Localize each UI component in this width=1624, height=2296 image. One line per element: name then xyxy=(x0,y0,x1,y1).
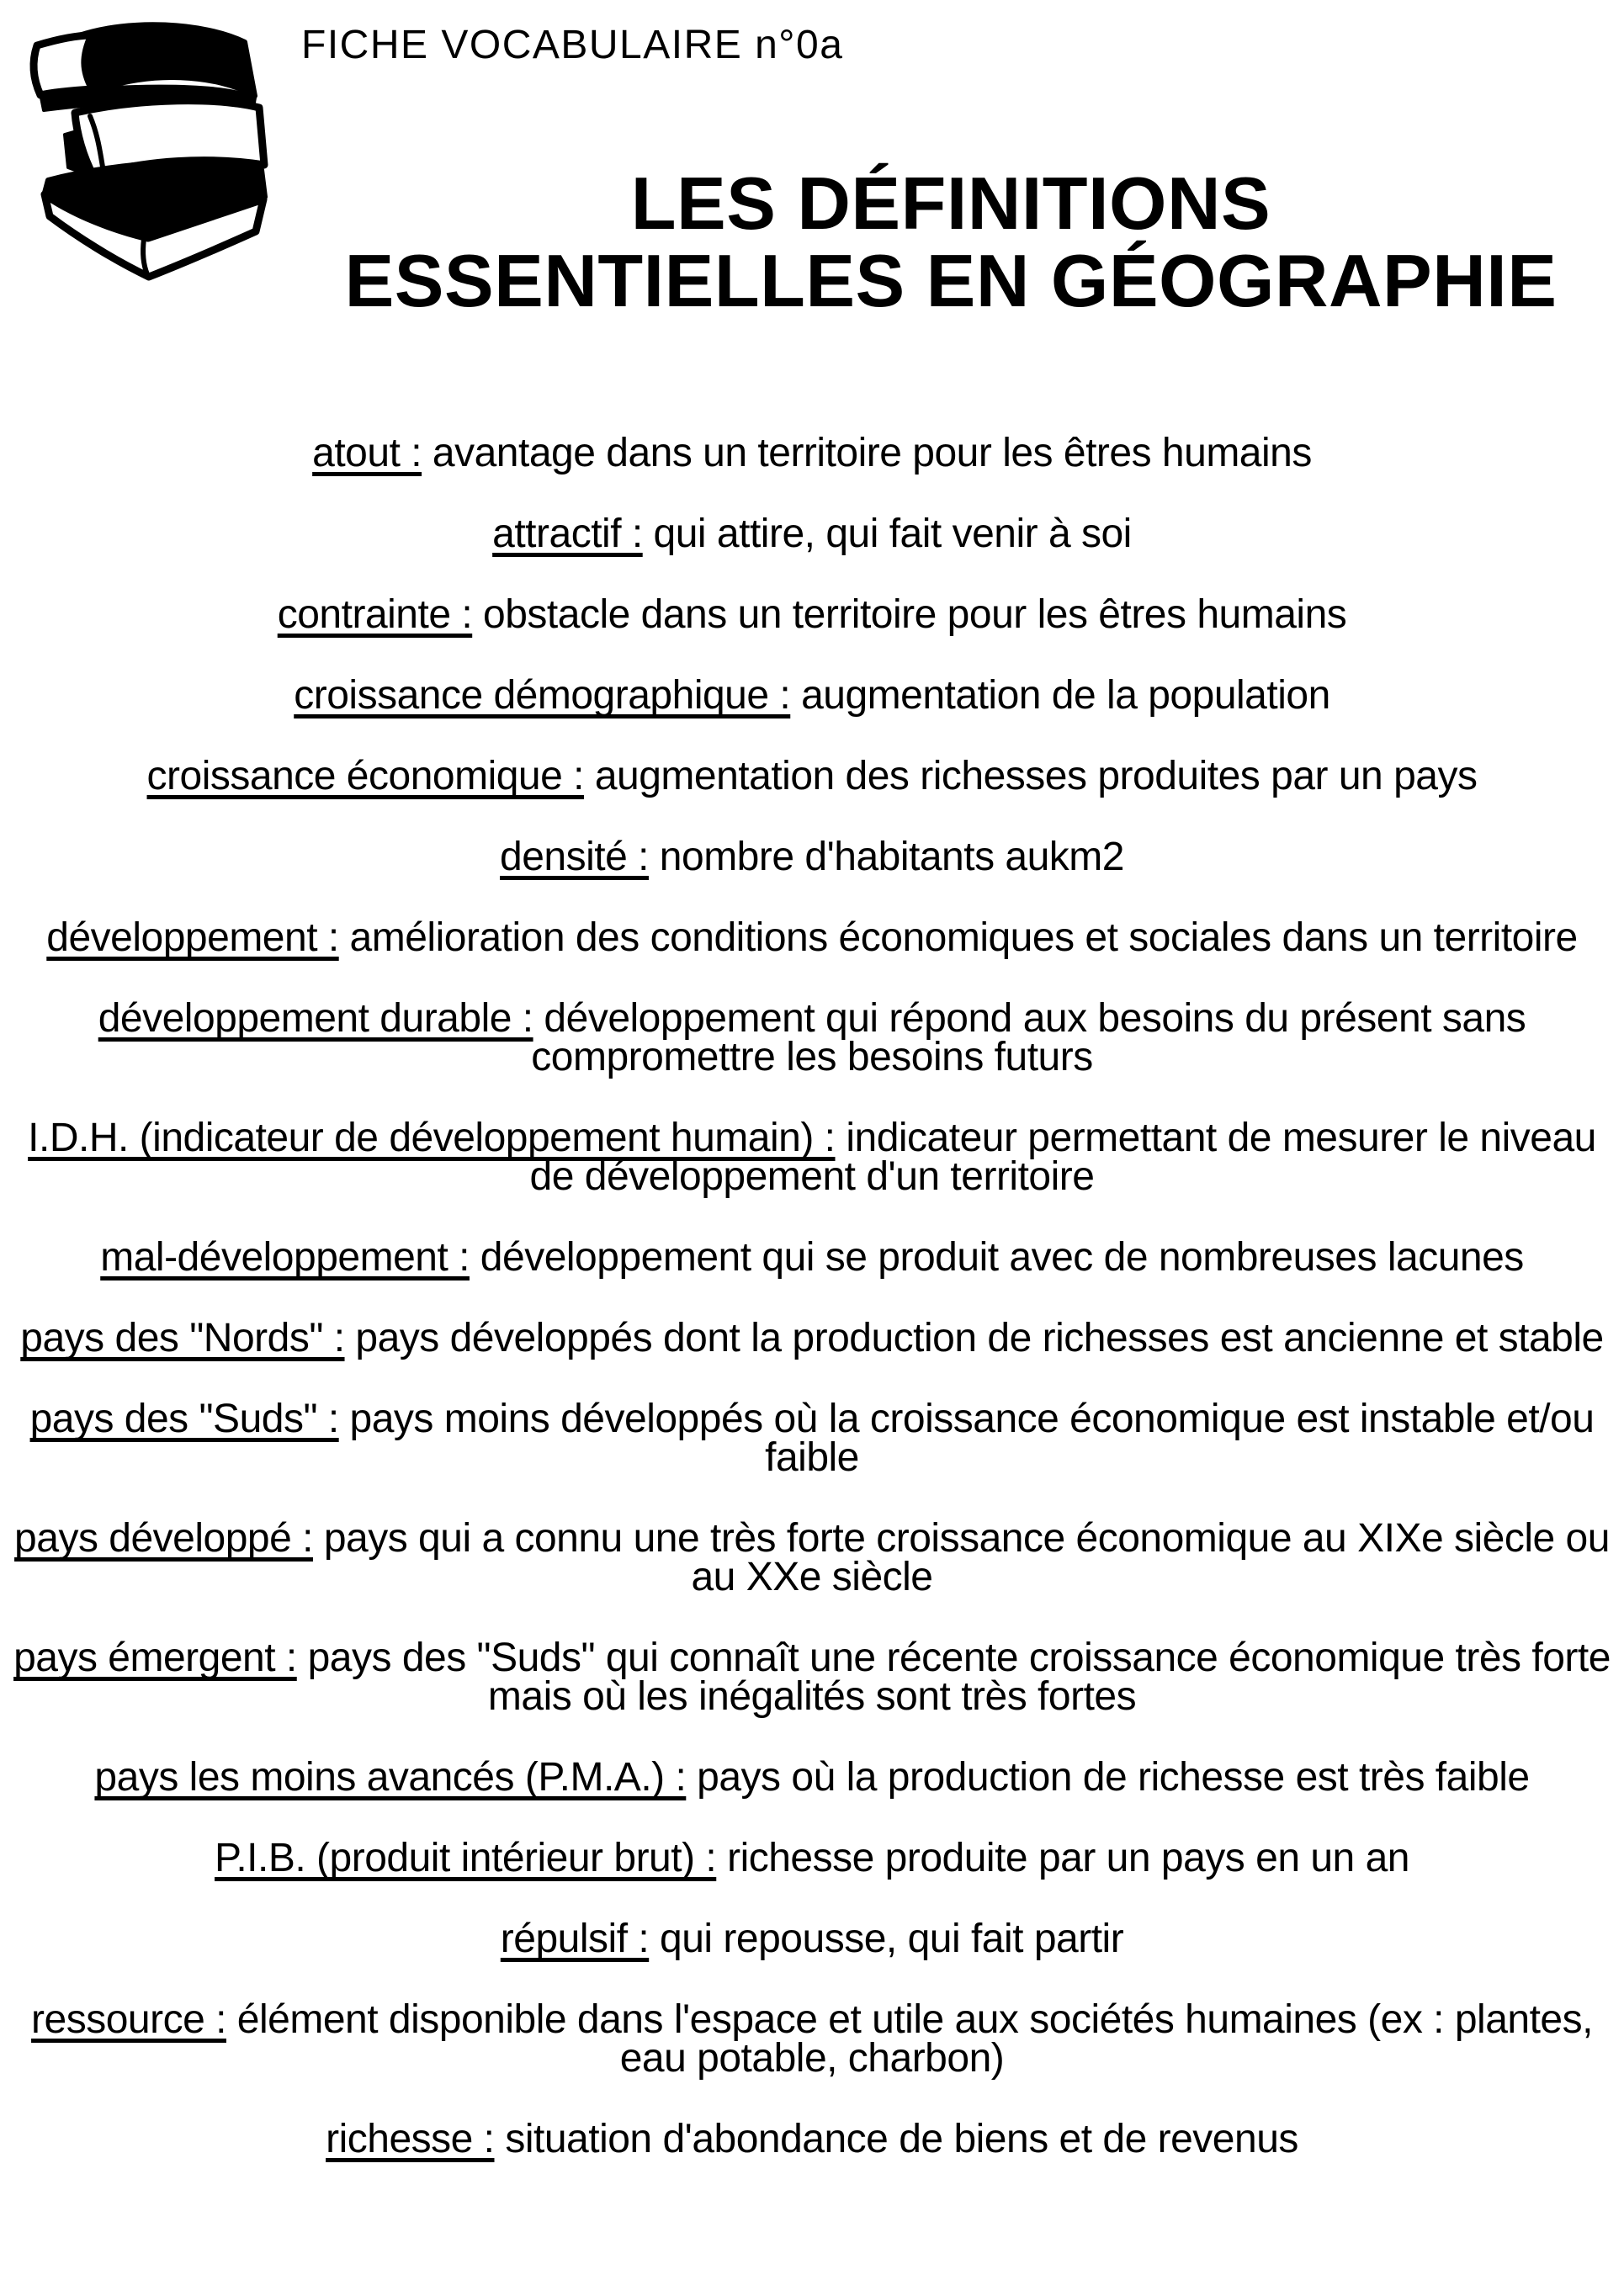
definition-text: augmentation des richesses produites par un pays xyxy=(583,754,1478,798)
definition-text: pays des "Suds" qui connaît une récente croissance économique très forte mais où les inégalités sont très fortes xyxy=(296,1636,1611,1719)
definition-text: augmentation de la population xyxy=(790,673,1330,718)
definition-term: répulsif : xyxy=(500,1917,650,1961)
definition-term: croissance démographique : xyxy=(294,673,791,718)
definition-term: richesse : xyxy=(326,2117,495,2161)
definition-term: densité : xyxy=(500,835,649,879)
definition-item xyxy=(13,915,1611,960)
definition-text: indicateur permettant de mesurer le niveau de développement d'un territoire xyxy=(529,1116,1596,1199)
definition-item xyxy=(13,431,1611,475)
definition-term: pays des "Suds" : xyxy=(29,1397,339,1441)
definition-text: pays moins développés où la croissance économique est instable et/ou faible xyxy=(338,1397,1595,1480)
sheet-label: FICHE VOCABULAIRE n°0a xyxy=(301,23,844,67)
definition-text: amélioration des conditions économiques et sociales dans un territoire xyxy=(338,915,1578,960)
definition-text: pays qui a connu une très forte croissance économique au XIXe siècle ou au XXe siècle xyxy=(312,1516,1610,1599)
definition-term: I.D.H. (indicateur de développement humain) : xyxy=(28,1116,836,1160)
definition-text: richesse produite par un pays en un an xyxy=(716,1836,1409,1880)
definition-term: croissance économique : xyxy=(146,754,584,798)
definition-text: élément disponible dans l'espace et utile aux sociétés humaines (ex : plantes, eau potable, charbon) xyxy=(226,1997,1593,2081)
definition-term: mal-développement : xyxy=(100,1235,470,1280)
definition-item xyxy=(13,1755,1611,1800)
definition-text: développement qui se produit avec de nombreuses lacunes xyxy=(469,1235,1524,1280)
definition-item xyxy=(13,592,1611,637)
page-title-line1: LES DÉFINITIONS xyxy=(630,162,1271,245)
definition-term: atout : xyxy=(312,431,422,475)
definition-text: situation d'abondance de biens et de revenus xyxy=(494,2117,1298,2161)
definition-term: développement durable : xyxy=(98,996,533,1041)
definition-item xyxy=(13,1316,1611,1360)
definition-item xyxy=(13,1636,1611,1719)
definition-term: ressource : xyxy=(31,1997,226,2042)
definition-item xyxy=(13,1836,1611,1880)
definitions-list xyxy=(13,431,1611,2201)
definition-text: pays où la production de richesse est très faible xyxy=(686,1755,1530,1800)
definition-term: attractif : xyxy=(492,512,643,556)
definition-term: développement : xyxy=(46,915,339,960)
definition-item xyxy=(13,1997,1611,2081)
page-title-line2: ESSENTIELLES EN GÉOGRAPHIE xyxy=(344,239,1558,322)
definition-term: contrainte : xyxy=(277,592,473,637)
definition-item xyxy=(13,996,1611,1079)
definition-item xyxy=(13,673,1611,718)
definition-item xyxy=(13,1917,1611,1961)
definition-text: qui attire, qui fait venir à soi xyxy=(642,512,1132,556)
definition-item xyxy=(13,1235,1611,1280)
definition-text: développement qui répond aux besoins du présent sans compromettre les besoins futurs xyxy=(531,996,1526,1079)
definition-term: pays développé : xyxy=(14,1516,313,1561)
definition-text: avantage dans un territoire pour les êtres humains xyxy=(422,431,1312,475)
definition-item xyxy=(13,2117,1611,2161)
definition-term: pays des "Nords" : xyxy=(20,1316,345,1360)
definition-item xyxy=(13,754,1611,798)
definition-term: pays émergent : xyxy=(13,1636,297,1680)
definition-item xyxy=(13,512,1611,556)
definition-term: pays les moins avancés (P.M.A.) : xyxy=(94,1755,687,1800)
definition-item xyxy=(13,835,1611,879)
definition-text: pays développés dont la production de richesses est ancienne et stable xyxy=(344,1316,1604,1360)
definition-text: qui repousse, qui fait partir xyxy=(649,1917,1124,1961)
definition-item xyxy=(13,1116,1611,1199)
books-stack-graphic xyxy=(15,15,269,284)
definition-term: P.I.B. (produit intérieur brut) : xyxy=(215,1836,717,1880)
books-stack-icon xyxy=(15,15,269,284)
definition-item xyxy=(13,1516,1611,1599)
definition-text: obstacle dans un territoire pour les êtres humains xyxy=(472,592,1347,637)
definition-item xyxy=(13,1397,1611,1480)
definition-text: nombre d'habitants aukm2 xyxy=(648,835,1124,879)
page-title xyxy=(286,162,1616,322)
